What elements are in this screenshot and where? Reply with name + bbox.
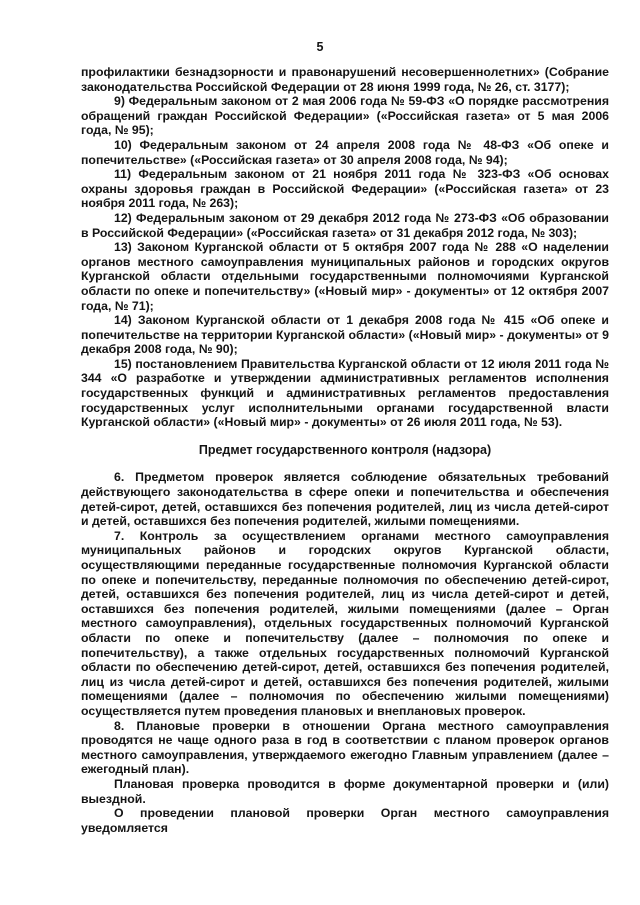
clause-6: 6. Предметом проверок является соблюдение обязательных требований действующего законодательства в сфере опеки и попечительства и обеспечения детей-сирот, детей, оставшихся без попечения родителей, лиц из числа детей-сирот и детей, оставшихся без попечения родителей, жилыми помещениями. <box>81 470 609 529</box>
list-item-10: 10) Федеральным законом от 24 апреля 2008 года № 48-ФЗ «Об опеке и попечительстве» («Российская газета» от 30 апреля 2008 года, № 94); <box>81 137 609 167</box>
list-item-15: 15) постановлением Правительства Курганской области от 12 июля 2011 года № 344 «О разработке и утверждении административных регламентов исполнения государственных функций и административных регламентов предоставления государственных услуг исполнительными органами государственной власти Курганской области» («Новый мир» - документы» от 26 июля 2011 года, № 53). <box>81 356 609 430</box>
paragraph-continuation: профилактики безнадзорности и правонарушений несовершеннолетних» (Собрание законодательства Российской Федерации от 28 июня 1999 года, № 26, ст. 3177); <box>81 65 609 94</box>
section-heading: Предмет государственного контроля (надзора) <box>198 442 492 457</box>
list-item-12: 12) Федеральным законом от 29 декабря 2012 года № 273-ФЗ «Об образовании в Российской Федерации» («Российская газета» от 31 декабря 2012 года, № 303); <box>81 210 609 240</box>
list-item-14: 14) Законом Курганской области от 1 декабря 2008 года № 415 «Об опеке и попечительстве на территории Курганской области» («Новый мир» - документы» от 9 декабря 2008 года, № 90); <box>81 313 609 357</box>
list-item-11: 11) Федеральным законом от 21 ноября 2011 года № 323-ФЗ «Об основах охраны здоровья граждан в Российской Федерации» («Российская газета» от 23 ноября 2011 года, № 263); <box>81 167 609 211</box>
list-item-13: 13) Законом Курганской области от 5 октября 2007 года № 288 «О наделении органов местного самоуправления муниципальных районов и городских округов Курганской области отдельными государственными полномочиями Курганской области по опеке и попечительству» («Новый мир» - документы» от 12 октября 2007 года, № 71); <box>81 240 609 313</box>
list-item-9: 9) Федеральным законом от 2 мая 2006 года № 59-ФЗ «О порядке рассмотрения обращений граждан Российской Федерации» («Российская газета» от 5 мая 2006 года, № 95); <box>81 94 609 138</box>
document-body <box>81 65 609 835</box>
page-number: 5 <box>316 40 324 54</box>
clause-7: 7. Контроль за осуществлением органами местного самоуправления муниципальных районов и городских округов Курганской области, осуществляющими переданные государственные полномочия Курганской области по опеке и попечительству, переданные полномочия по обеспечению детей-сирот, детей, оставшихся без попечения родителей, лиц из числа детей-сирот и детей, оставшихся без попечения родителей, жилыми помещениями (далее – Орган местного самоуправления), отдельных государственных полномочий Курганской области по опеке и попечительству (далее – полномочия по опеке и попечительству), а также отдельных государственных полномочий Курганской области по обеспечению детей-сирот, детей, оставшихся без попечения родителей, лиц из числа детей-сирот и детей, оставшихся без попечения родителей, жилыми помещениями (далее – полномочия по обеспечению жилыми помещениями) осуществляется путем проведения плановых и внеплановых проверок. <box>81 528 609 718</box>
clause-8: 8. Плановые проверки в отношении Органа местного самоуправления проводятся не чаще одного раза в год в соответствии с планом проверок органов местного самоуправления, утверждаемого ежегодно Главным управлением (далее – ежегодный план). <box>81 718 609 777</box>
paragraph-planned-inspection-form: Плановая проверка проводится в форме документарной проверки и (или) выездной. <box>81 776 609 806</box>
paragraph-notification: О проведении плановой проверки Орган местного самоуправления уведомляется <box>81 806 609 835</box>
